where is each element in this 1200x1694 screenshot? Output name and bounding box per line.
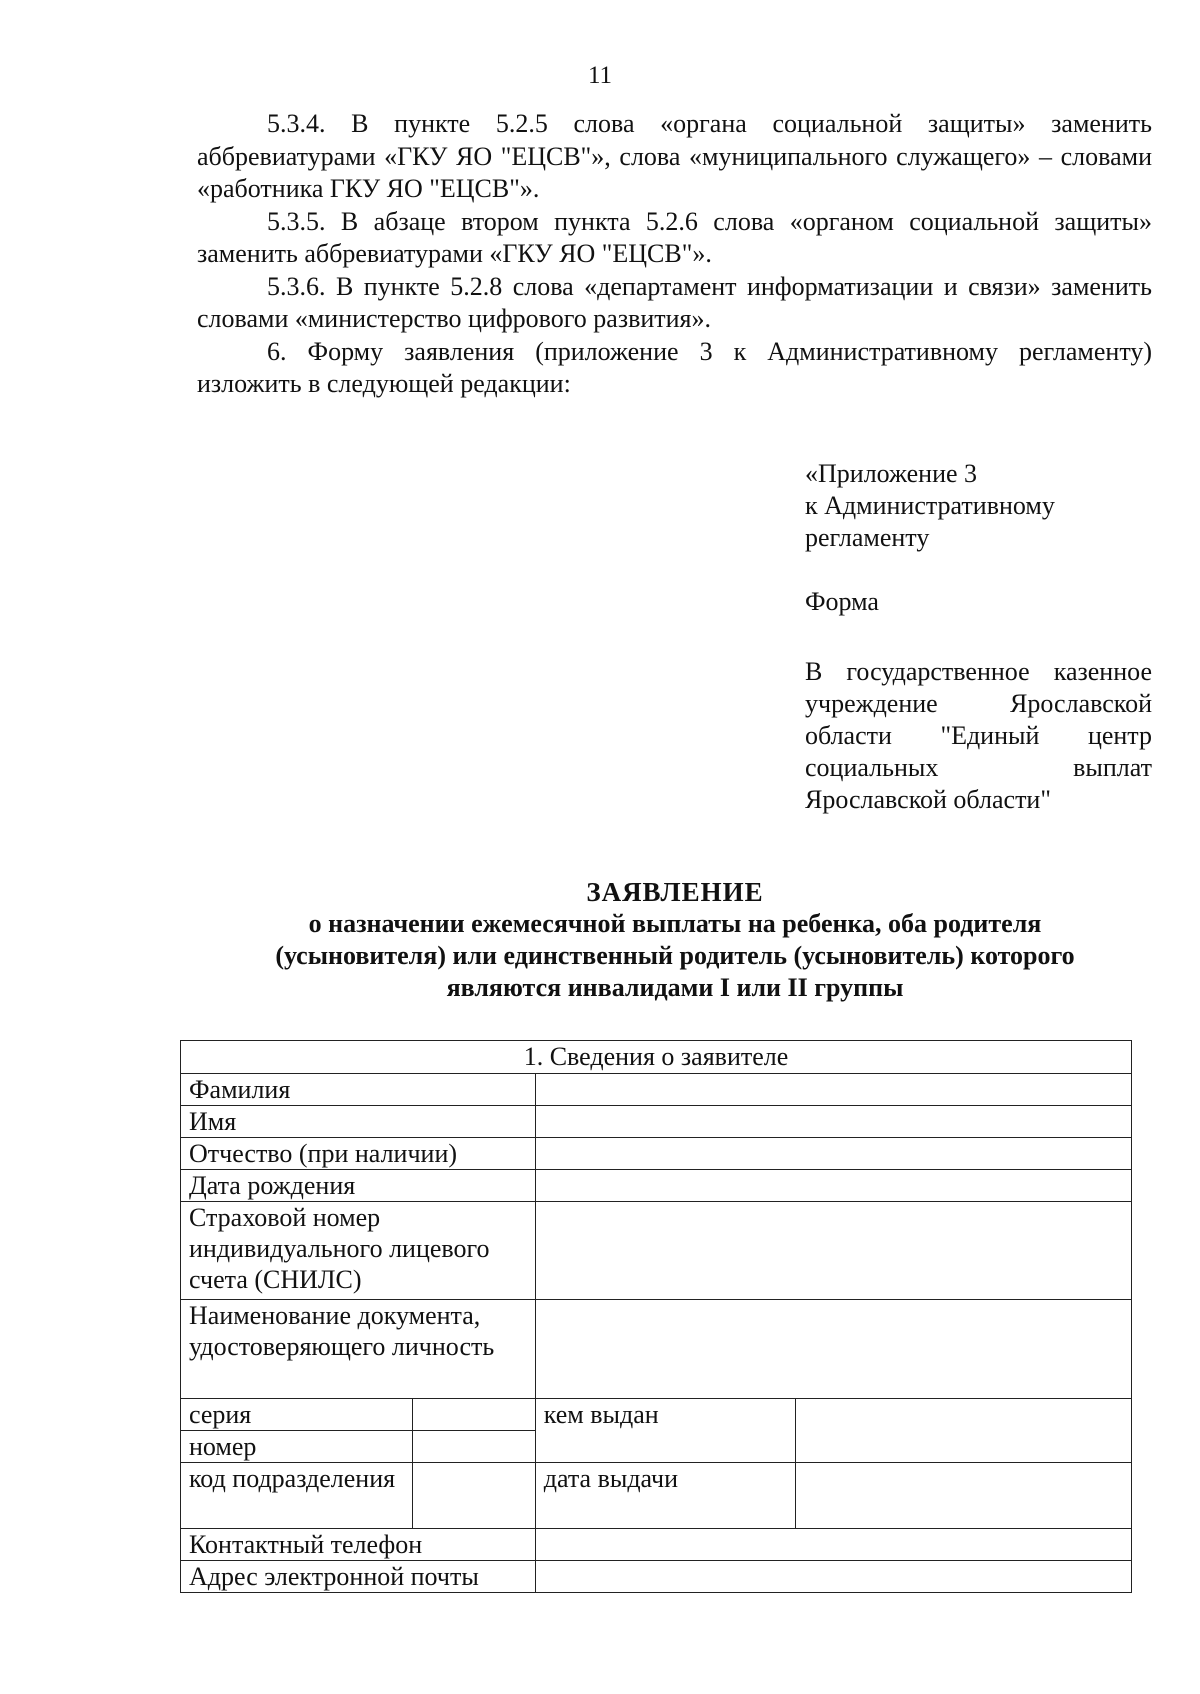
- title-main: ЗАЯВЛЕНИЕ: [586, 877, 764, 907]
- label-patronymic: Отчество (при наличии): [181, 1138, 536, 1170]
- field-email[interactable]: [535, 1561, 1131, 1593]
- label-issued-by: кем выдан: [535, 1399, 795, 1463]
- paragraph-6: 6. Форму заявления (приложение 3 к Административному регламенту) изложить в следующей редакции:: [197, 336, 1152, 398]
- title-line-1: о назначении ежемесячной выплаты на ребенка, оба родителя: [308, 909, 1042, 938]
- field-number[interactable]: [412, 1431, 535, 1463]
- label-issue-date: дата выдачи: [535, 1463, 795, 1529]
- recipient-block: В государственное казенное учреждение Ярославской области "Единый центр социальных выплат Ярославской области": [805, 657, 1152, 814]
- form-label: Форма: [805, 587, 879, 616]
- field-issued-by[interactable]: [795, 1399, 1132, 1463]
- title-line-2: (усыновителя) или единственный родитель (усыновитель) которого: [275, 941, 1075, 970]
- applicant-info-table: [180, 1040, 1132, 1593]
- label-email: Адрес электронной почты: [181, 1561, 536, 1593]
- field-id-document[interactable]: [535, 1300, 1131, 1399]
- field-series[interactable]: [412, 1399, 535, 1431]
- appendix-line-3: регламенту: [805, 523, 930, 552]
- field-name[interactable]: [535, 1106, 1131, 1138]
- section-header: 1. Сведения о заявителе: [181, 1041, 1132, 1074]
- label-division-code: код подразделения: [181, 1463, 413, 1529]
- field-issue-date[interactable]: [795, 1463, 1132, 1529]
- field-division-code[interactable]: [412, 1463, 535, 1529]
- application-title: [200, 876, 1150, 1004]
- field-birth-date[interactable]: [535, 1170, 1131, 1202]
- paragraph-5-3-4: 5.3.4. В пункте 5.2.5 слова «органа социальной защиты» заменить аббревиатурами «ГКУ ЯО "ЕЦСВ"», слова «муниципального служащего» – словами «работника ГКУ ЯО "ЕЦСВ"».: [197, 109, 1152, 203]
- field-snils[interactable]: [535, 1202, 1131, 1300]
- label-series: серия: [181, 1399, 413, 1431]
- appendix-line-1: «Приложение 3: [805, 459, 978, 488]
- label-snils: Страховой номер индивидуального лицевого счета (СНИЛС): [181, 1202, 536, 1300]
- page-number: 11: [587, 62, 613, 89]
- amendment-text: [197, 108, 1152, 401]
- label-surname: Фамилия: [181, 1074, 536, 1106]
- label-phone: Контактный телефон: [181, 1529, 536, 1561]
- label-birth-date: Дата рождения: [181, 1170, 536, 1202]
- appendix-line-2: к Административному: [805, 491, 1055, 520]
- field-phone[interactable]: [535, 1529, 1131, 1561]
- field-patronymic[interactable]: [535, 1138, 1131, 1170]
- label-name: Имя: [181, 1106, 536, 1138]
- title-line-3: являются инвалидами I или II группы: [446, 973, 904, 1002]
- label-number: номер: [181, 1431, 413, 1463]
- appendix-note: [805, 458, 1152, 554]
- field-surname[interactable]: [535, 1074, 1131, 1106]
- paragraph-5-3-5: 5.3.5. В абзаце втором пункта 5.2.6 слова «органом социальной защиты» заменить аббревиатурами «ГКУ ЯО "ЕЦСВ"».: [197, 206, 1152, 268]
- label-id-document: Наименование документа, удостоверяющего личность: [181, 1300, 536, 1399]
- paragraph-5-3-6: 5.3.6. В пункте 5.2.8 слова «департамент информатизации и связи» заменить словами «министерство цифрового развития».: [197, 271, 1152, 333]
